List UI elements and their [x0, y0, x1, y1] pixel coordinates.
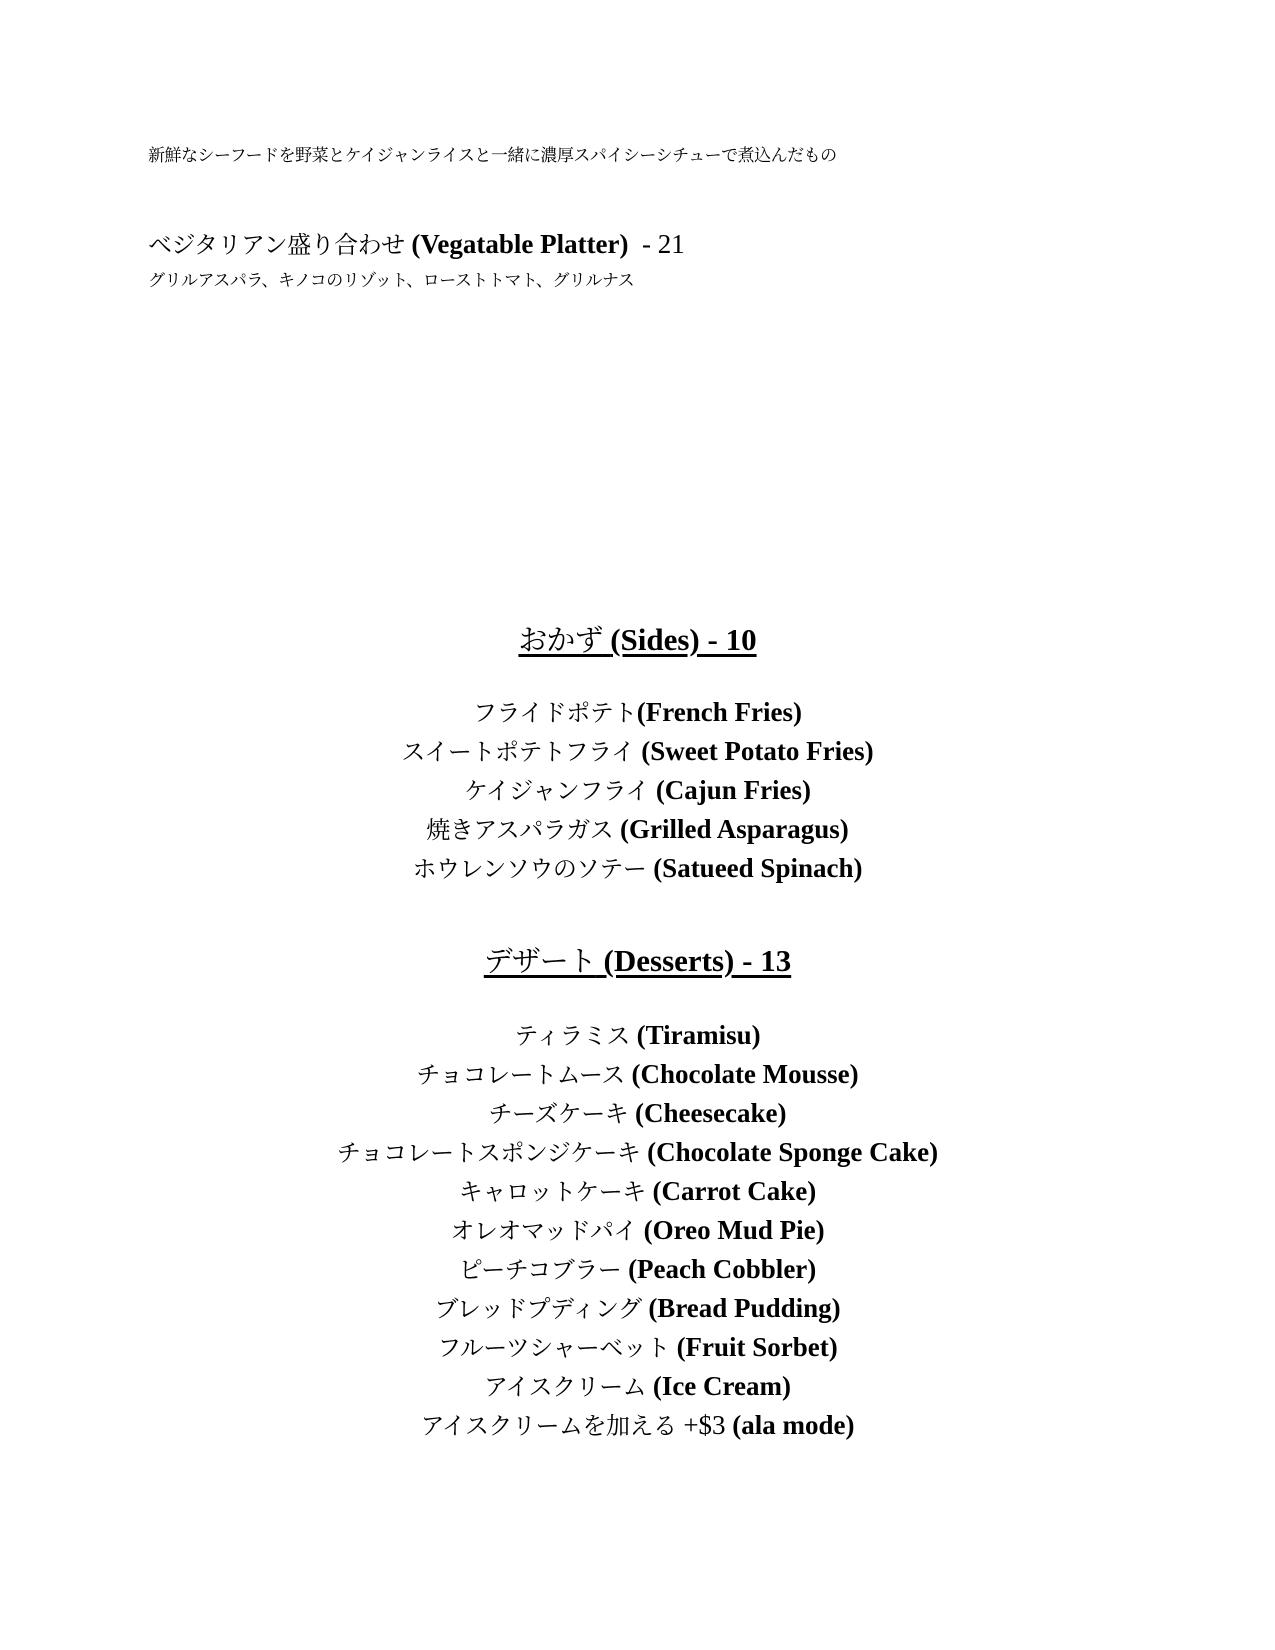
desserts-heading	[0, 941, 1275, 981]
list-item	[0, 1250, 1275, 1289]
desserts-section	[0, 941, 1275, 1445]
item-jp-name: キャロットケーキ	[458, 1178, 646, 1206]
item-en-name: (Cheesecake)	[635, 1098, 787, 1128]
sides-heading-jp: おかず	[518, 623, 603, 657]
item-jp-name: チーズケーキ	[488, 1100, 629, 1128]
item-jp-name: ホウレンソウのソテー	[412, 855, 647, 883]
list-item	[0, 1055, 1275, 1094]
item-en-name: (Chocolate Sponge Cake)	[647, 1137, 939, 1167]
item-jp-name: ブレッドプディング	[434, 1295, 642, 1323]
item-en-name: (ala mode)	[732, 1410, 855, 1440]
list-item	[0, 693, 1275, 732]
item-en-name: (Cajun Fries)	[655, 775, 812, 805]
sides-list	[0, 693, 1275, 888]
vegetable-platter-price: - 21	[628, 229, 685, 259]
item-en-name: (Peach Cobbler)	[628, 1254, 817, 1284]
list-item	[0, 1016, 1275, 1055]
list-item	[0, 1328, 1275, 1367]
vegetable-platter-title	[148, 228, 685, 261]
sides-section	[0, 620, 1275, 888]
list-item	[0, 1367, 1275, 1406]
list-item	[0, 1406, 1275, 1445]
list-item	[0, 1289, 1275, 1328]
item-jp-name: 焼きアスパラガス	[426, 816, 614, 844]
item-jp-name: フルーツシャーベット	[437, 1334, 670, 1362]
list-item	[0, 810, 1275, 849]
list-item	[0, 1094, 1275, 1133]
vegetable-platter-en-name: (Vegatable Platter)	[411, 229, 629, 259]
item-en-name: (Chocolate Mousse)	[631, 1059, 859, 1089]
item-en-name: (Ice Cream)	[652, 1371, 792, 1401]
item-jp-name: チョコレートムース	[416, 1061, 625, 1089]
desserts-heading-en: (Desserts) - 13	[603, 943, 792, 978]
list-item	[0, 849, 1275, 888]
item-en-name: (Sweet Potato Fries)	[641, 736, 874, 766]
item-en-name: (Satueed Spinach)	[653, 853, 863, 883]
item-jp-name: オレオマッドパイ	[450, 1217, 637, 1245]
list-item	[0, 1211, 1275, 1250]
item-jp-name: スイートポテトフライ	[401, 738, 635, 766]
item-jp-name: フライドポテト	[473, 699, 637, 727]
item-en-name: (Bread Pudding)	[648, 1293, 841, 1323]
desserts-heading-jp: デザート	[483, 944, 596, 978]
item-en-name: (Fruit Sorbet)	[676, 1332, 838, 1362]
sides-heading	[0, 620, 1275, 660]
desserts-list	[0, 1016, 1275, 1445]
item-jp-name: ティラミス	[514, 1022, 630, 1050]
list-item	[0, 1133, 1275, 1172]
item-en-name: (Tiramisu)	[636, 1020, 761, 1050]
list-item	[0, 732, 1275, 771]
list-item	[0, 771, 1275, 810]
sides-heading-en: (Sides) - 10	[610, 622, 757, 657]
item-jp-name: ピーチコブラー	[458, 1256, 622, 1284]
vegetable-platter-jp-name: ベジタリアン盛り合わせ	[148, 231, 405, 259]
list-item	[0, 1172, 1275, 1211]
item-en-name: (Carrot Cake)	[652, 1176, 817, 1206]
item-en-name: (French Fries)	[636, 697, 802, 727]
item-jp-name: アイスクリーム	[483, 1373, 647, 1401]
item-en-name: (Oreo Mud Pie)	[643, 1215, 825, 1245]
vegetable-platter-description: グリルアスパラ、キノコのリゾット、ローストトマト、グリルナス	[148, 271, 635, 291]
item-en-name: (Grilled Asparagus)	[620, 814, 849, 844]
gumbo-description: 新鮮なシーフードを野菜とケイジャンライスと一緒に濃厚スパイシーシチューで煮込んだもの	[148, 146, 837, 166]
item-jp-name: ケイジャンフライ	[463, 777, 650, 805]
item-jp-name: チョコレートスポンジケーキ	[336, 1139, 641, 1167]
item-extra-price: +$3	[683, 1410, 726, 1440]
item-jp-name: アイスクリームを加える	[420, 1412, 677, 1440]
